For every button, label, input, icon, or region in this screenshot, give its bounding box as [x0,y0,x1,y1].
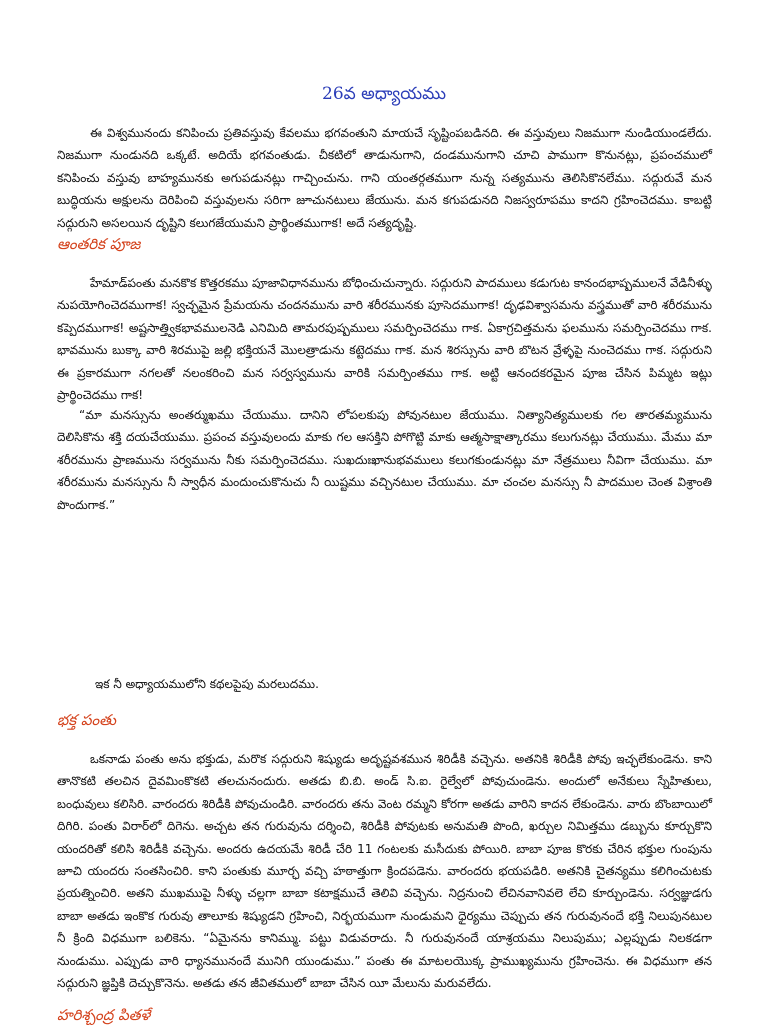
chapter-title: 26వ అధ్యాయము [322,84,446,104]
section-heading-devotee-pant: భక్త పంతు [57,711,116,729]
pant-story-paragraph: ఒకనాడు పంతు అను భక్తుడు, మరొక సద్గురుని శిష్యుడు అదృష్టవశమున శిరిడీకి వచ్చెను. అతనికి శిరిడీకి పోవు ఇచ్ఛలేకుండెను. కాని తానొకటి తలచిన దైవమింకొకటి తలచునందురు. అతడు బి.బి. అండ్ సి.ఐ. రైల్వేలో పోవుచుండెను. అందులో అనేకులు స్నేహితులు, బంధువులు కలిసిరి. వారందరు శిరిడీకి పోవుచుండిరి. వారందరు తను వెంట రమ్మని కోరగా అతడు వారిని కాదన లేకుండెను. వారు బొంబాయిలో దిగిరి. పంతు విరార్‌లో దిగెను. అచ్చట తన గురువును దర్శించి, శిరిడీకి పోవుటకు అనుమతి పొంది, ఖర్చుల నిమిత్తము డబ్బును కూర్చుకొని యందరితో కలిసి శిరిడీకి వచ్చెను. అందరు ఉదయమే శిరిడీ చేరి 11 గంటలకు మసీదుకు పోయిరి. బాబా పూజ కొరకు చేరిన భక్తుల గుంపును జూచి యందరు సంతసించిరి. కాని పంతుకు మూర్ఛ వచ్చి హఠాత్తుగా క్రిందపడెను. వారందరు భయపడిరి. అతనికి చైతన్యము కలిగించుటకు ప్రయత్నించిరి. అతని ముఖముపై నీళ్ళు చల్లగా బాబా కటాక్షముచే తెలివి వచ్చెను. నిద్రనుంచి లేచినవానివలె లేచి కూర్చుండెను. సర్వజ్ఞుడగు బాబా అతడు ఇంకొక గురువు తాలూకు శిష్యుడని గ్రహించి, నిర్భయముగా నుండుమని ధైర్యము చెప్పుచు తన గురువునందే భక్తి నిలుపునటుల నీ క్రింది విధముగా బలికెను. “ఏమైనను కానిమ్ము. పట్టు విడువరాదు. నీ గురువునందే యాశ్రయము నిలుపుము; ఎల్లప్పుడు నిలకడగా నుండుము. ఎప్పుడు వారి ధ్యానమునందే మునిగి యుండుము.” పంతు ఈ మాటలయొక్క ప్రాముఖ్యమును గ్రహించెను. ఈ విధముగా తన సద్గురుని జ్ఞప్తికి దెచ్చుకొనెను. అతడు తన జీవితములో బాబా చేసిన యీ మేలును మరువలేదు. [57,752,712,991]
intro-paragraph: ఈ విశ్వమునందు కనిపించు ప్రతివస్తువు కేవలము భగవంతుని మాయచే సృష్టింపబడినది. ఈ వస్తువులు నిజముగా నుండియుండలేదు. నిజముగా నుండునది ఒక్కటే. అదియే భగవంతుడు. చీకటిలో తాడునుగాని, దండమునుగాని చూచి పాముగా కొనునట్లు, ప్రపంచములో కనిపించు వస్తువు బాహ్యమునకు అగుపడునట్లు గాచ్చించును. గాని యంతర్గతముగా నున్న సత్యమును తెలిసికొనలేము. సద్గురువే మన బుద్ధియను అక్షులను దెరిపించి వస్తువులను సరిగా జూచునటులు జేయును. మన కగుపడునది నిజస్వరూపము కాదని గ్రహించెదము. కాబట్టి సద్గురుని అసలయిన దృష్టిని కలుగజేయుమని ప్రార్థింతముగాక! అదే సత్యదృష్టి. [57,126,712,230]
section-heading-harishchandra: హరిశ్చంద్ర పితళే [57,1006,151,1024]
section-heading-inner-worship: ఆంతరిక పూజ [57,235,141,253]
prayer-quote: “మా మనస్సును అంతర్ముఖము చేయుము. దానిని లోపలకుపు పోవునటుల జేయుము. నిత్యానిత్యములకు గల తారతమ్యమును దెలిసికొను శక్తి దయచేయుము. ప్రపంచ వస్తువులందు మాకు గల ఆసక్తిని పోగొట్టి మాకు ఆత్మసాక్షాత్కారము కలుగునట్లు చేయుము. మేము మా శరీరమును ప్రాణమును సర్వమును నీకు సమర్పించెదము. సుఖదుఃఖానుభవములు కలుగకుండునట్లు మా నేత్రములు నీవిగా చేయుము. మా శరీరమును మనస్సును నీ స్వాధీన మందుంచుకొనుచు నీ యిష్టము వచ్చినటుల చేయుము. మా చంచల మనస్సు నీ పాదముల చెంత విశ్రాంతి పొందుగాక.” [57,408,712,512]
worship-paragraph: హేమాడ్‌పంతు మనకొక కొత్తరకము పూజావిధానమును బోధించుచున్నారు. సద్గురుని పాదములు కడుగుట కానందభాష్పములనే వేడినీళ్ళు నుపయోగించెదముగాక! స్వచ్ఛమైన ప్రేమయను చందనమును వారి శరీరమునకు పూసెదముగాక! దృఢవిశ్వాసమను వస్త్రముతో వారి శరీరమును కప్పెదముగాక! అష్టసాత్త్వికభావములనెడి ఎనిమిది తామరపుష్పములు సమర్పించెదము గాక. ఏకాగ్రచిత్తమను ఫలమును సమర్పించెదము గాక. భావమును బుక్కా వారి శిరముపై జల్లి భక్తియనే మొలత్రాడును కట్టెదము గాక. మన శిరస్సును వారి బొటన వ్రేళ్ళపై నుంచెదము గాక. సద్గురుని ఈ ప్రకారముగా నగలతో నలంకరించి మన సర్వస్వమును వారికి సమర్పింతము గాక. అట్టి ఆనందకరమైన పూజ చేసిన పిమ్మట ఇట్లు ప్రార్థించెదము గాక! [57,276,712,403]
transition-line: ఇక నీ అధ్యాయములోని కథలపైపు మరలుదము. [95,677,319,691]
